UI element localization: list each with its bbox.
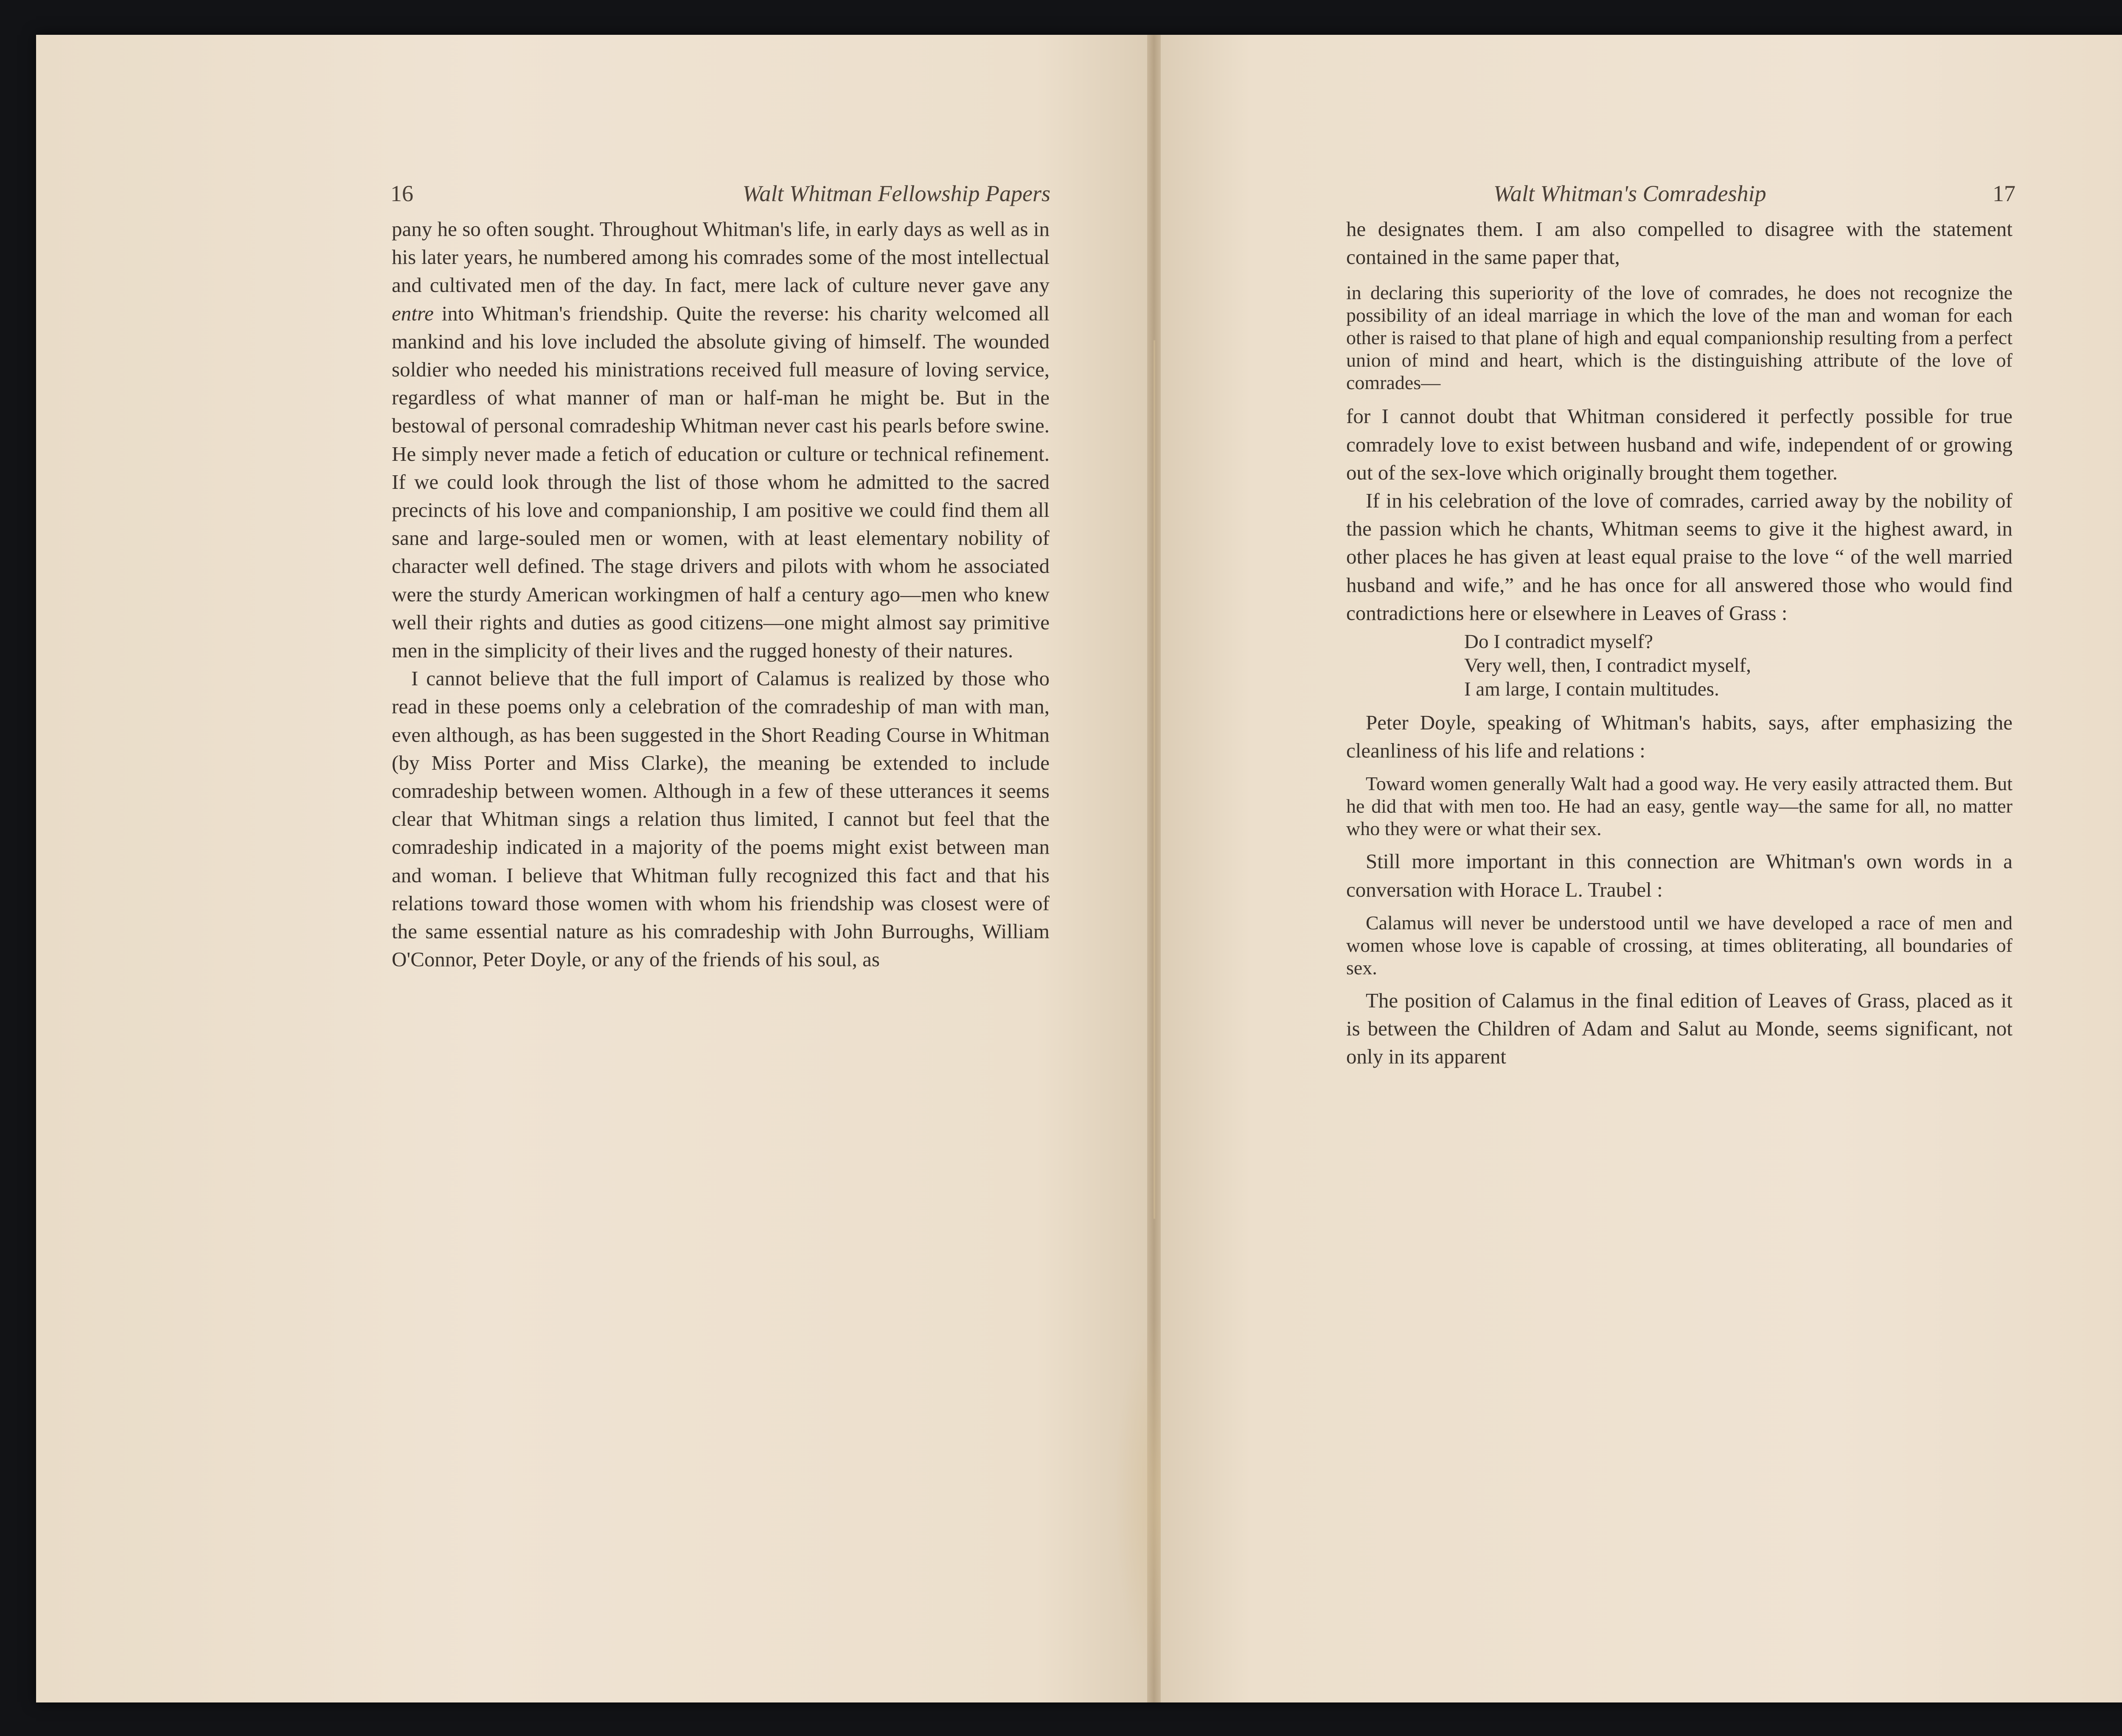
right-paragraph-3: If in his celebration of the love of comrades, carried away by the nobility of the passion which he chants, Whitman seems to give it the highest award, in other places he has given at least equal praise to the love “ of the well married husband and wife,” and he has once for all answered those who would find contradictions here or elsewhere in Leaves of Grass : <box>1346 489 2013 625</box>
right-running-title: Walt Whitman's Comradeship <box>1493 181 1766 206</box>
left-paragraph-1: pany he so often sought. Throughout Whitman's life, in early days as well as in his later years, he numbered among his comrades some of the most intellectual and cultivated men of the day. In fact, mere lack of culture never gave any entre into Whitman's friendship. Quite the reverse: his charity welcomed all mankind and his love included the absolute giving of himself. The wounded soldier who needed his ministrations received full measure of loving service, regardless of what manner of man or half-man he might be. But in the bestowal of personal comradeship Whitman never cast his pearls before swine. He simply never made a fetich of education or culture or technical refinement. If we could look through the list of those whom he admitted to the sacred precincts of his love and companionship, I am positive we could find them all sane and large-souled men or women, with at least elementary nobility of character well defined. The stage drivers and pilots with whom he associated were the sturdy American workingmen of half a century ago—men who knew well their rights and duties as good citizens—one might almost say primitive men in the simplicity of their lives and the rugged honesty of their natures. <box>392 217 1050 662</box>
left-running-head <box>390 180 1050 207</box>
right-text-column <box>1346 215 2013 1071</box>
left-text-column <box>392 215 1050 973</box>
block-quote-2: Toward women generally Walt had a good way. He very easily attracted them. But he did that with men too. He had an easy, gentle way—the same for all, no matter who they were or what their sex. <box>1346 773 2013 840</box>
block-quote-1: in declaring this superiority of the love of comrades, he does not recognize the possibility of an ideal marriage in which the love of the man and woman for each other is raised to that plane of high and equal companionship resulting from a perfect union of mind and heart, which is the distinguishing attribute of the love of comrades— <box>1346 282 2013 394</box>
left-page-number: 16 <box>390 181 413 206</box>
right-paragraph-4: Peter Doyle, speaking of Whitman's habits, says, after emphasizing the cleanliness of his life and relations : <box>1346 711 2013 763</box>
verse-quote <box>1346 630 2013 701</box>
right-paragraph-6: The position of Calamus in the final edition of Leaves of Grass, placed as it is between the Children of Adam and Salut au Monde, seems significant, not only in its apparent <box>1346 988 2013 1069</box>
block-quote-3: Calamus will never be understood until we have developed a race of men and women whose love is capable of crossing, at times obliterating, all boundaries of sex. <box>1346 911 2013 979</box>
right-page-number: 17 <box>1993 181 2015 206</box>
left-running-title: Walt Whitman Fellowship Papers <box>742 181 1050 206</box>
binding-thread <box>1154 340 1155 1219</box>
right-running-head <box>1493 180 2015 207</box>
right-paragraph-2: for I cannot doubt that Whitman considered it perfectly possible for true comradely love to exist between husband and wife, independent of or growing out of the sex-love which originally brought them together. <box>1346 404 2013 484</box>
right-paragraph-5: Still more important in this connection are Whitman's own words in a conversation with Horace L. Traubel : <box>1346 850 2013 901</box>
right-paragraph-1: he designates them. I am also compelled to disagree with the statement contained in the same paper that, <box>1346 217 2013 269</box>
verse-line-3: I am large, I contain multitudes. <box>1464 678 1719 701</box>
italic-word: entre <box>392 301 434 325</box>
verse-line-1: Do I contradict myself? <box>1464 631 1653 653</box>
left-page <box>36 35 1147 1702</box>
right-page <box>1161 35 2122 1702</box>
verse-line-2: Very well, then, I contradict myself, <box>1464 654 1751 677</box>
book-spread <box>36 35 2122 1702</box>
left-paragraph-2: I cannot believe that the full import of Calamus is realized by those who read in these poems only a celebration of the comradeship of man with man, even although, as has been suggested in the Short Reading Course in Whitman (by Miss Porter and Miss Clarke), the meaning be extended to include comradeship between women. Although in a few of these utterances it seems clear that Whitman sings a relation thus limited, I cannot but feel that the comradeship indicated in a majority of the poems might exist between man and woman. I believe that Whitman fully recognized this fact and that his relations toward those women with whom his friendship was closest were of the same essential nature as his comradeship with John Burroughs, William O'Connor, Peter Doyle, or any of the friends of his soul, as <box>392 667 1050 971</box>
